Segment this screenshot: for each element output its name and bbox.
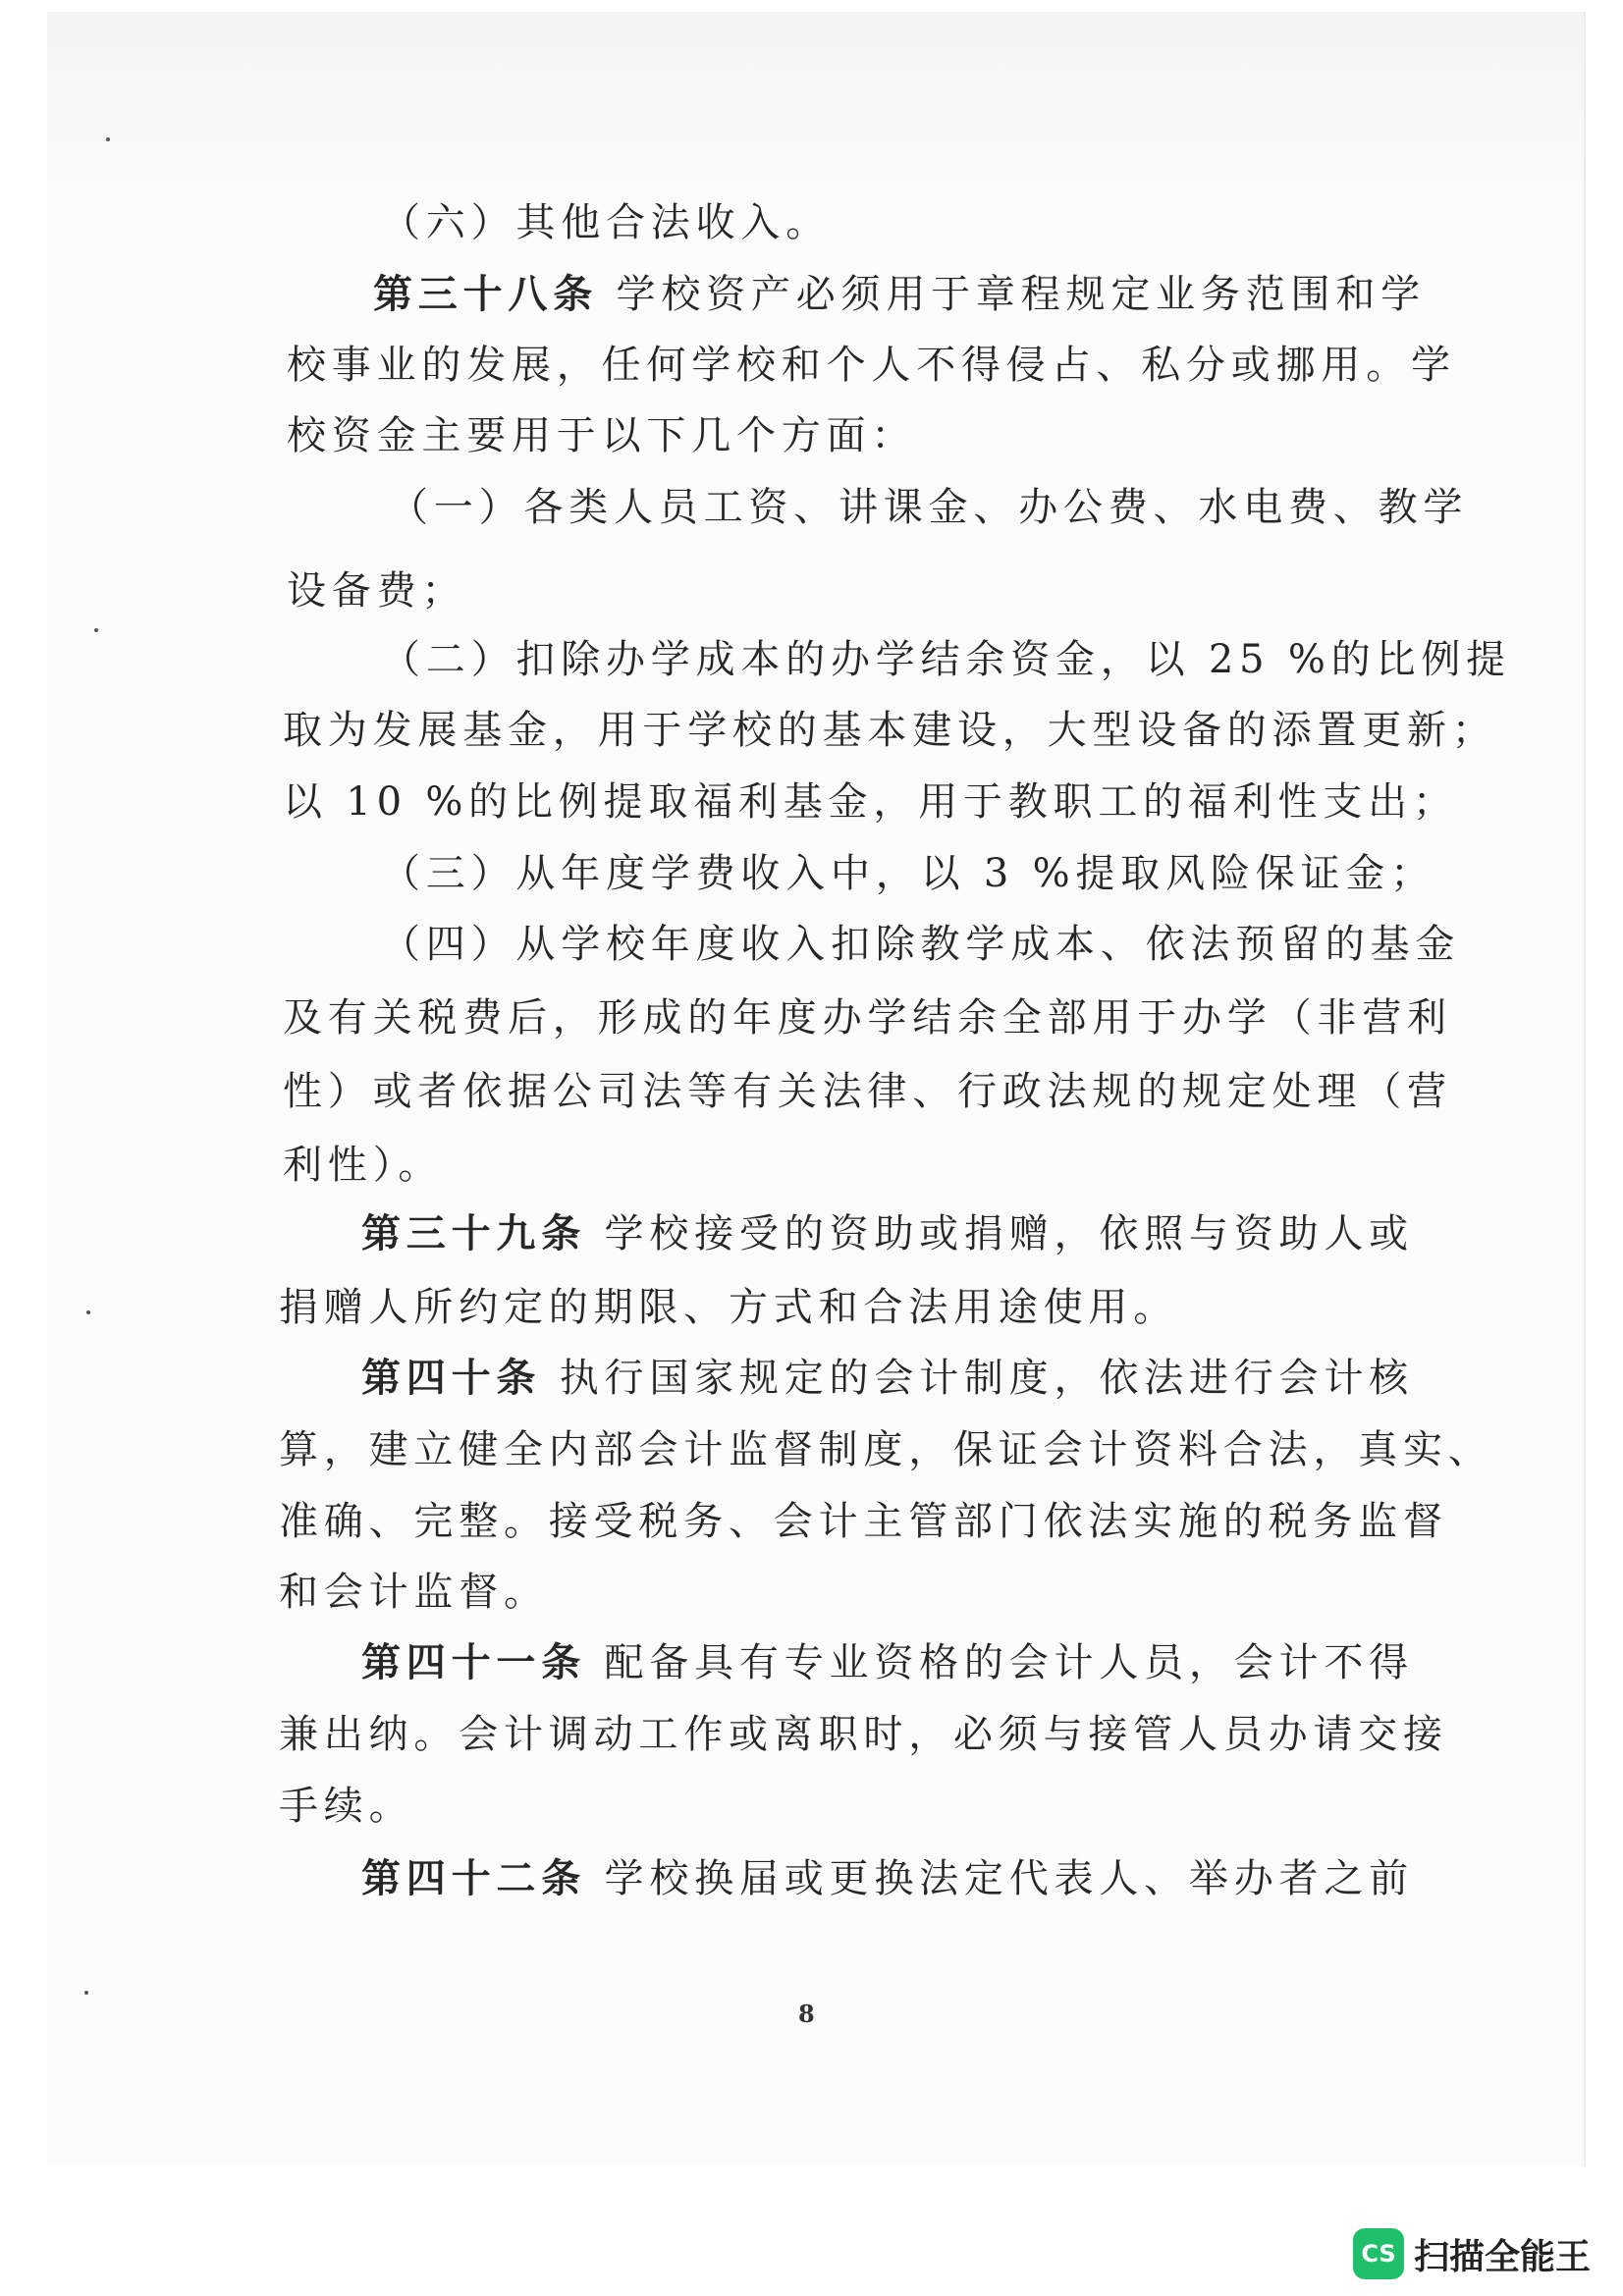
- line-text: 取为发展基金，用于学校的基本建设，大型设备的添置更新；: [283, 708, 1497, 753]
- scan-speck: [84, 1991, 88, 1995]
- line-text: （六）其他合法收入。: [381, 200, 831, 245]
- line-text: 设备费；: [287, 568, 467, 614]
- line-text: （二）扣除办学成本的办学结余资金，以 25 %的比例提: [381, 637, 1511, 682]
- document-line: [361, 1641, 1414, 1684]
- document-line: [283, 996, 1452, 1040]
- line-text: 学校资产必须用于章程规定业务范围和学: [598, 272, 1426, 317]
- line-text: （三）从年度学费收入中，以 3 %提取风险保证金；: [381, 851, 1435, 896]
- line-text: 学校换届或更换法定代表人、举办者之前: [586, 1856, 1414, 1901]
- document-line: [283, 1070, 1452, 1113]
- document-line: [361, 1357, 1414, 1400]
- line-text: （一）各类人员工资、讲课金、办公费、水电费、教学: [389, 485, 1469, 530]
- line-text: 算，建立健全内部会计监督制度，保证会计资料合法，真实、: [279, 1427, 1493, 1472]
- document-line: [279, 1785, 413, 1828]
- document-line: [381, 201, 831, 244]
- document-line: [361, 1212, 1414, 1255]
- line-text: 校资金主要用于以下几个方面：: [287, 413, 917, 458]
- line-text: 性）或者依据公司法等有关法律、行政法规的规定处理（营: [283, 1069, 1452, 1114]
- line-text: 及有关税费后，形成的年度办学结余全部用于办学（非营利: [283, 995, 1452, 1041]
- document-line: [283, 1144, 443, 1187]
- document-line: [279, 1571, 549, 1614]
- article-heading: 第四十一条: [361, 1639, 586, 1685]
- scan-speck: [106, 137, 110, 141]
- line-text: 以 10 %的比例提取福利基金，用于教职工的福利性支出；: [283, 779, 1458, 825]
- line-text: 兼出纳。会计调动工作或离职时，必须与接管人员办请交接: [279, 1712, 1448, 1757]
- line-text: 准确、完整。接受税务、会计主管部门依法实施的税务监督: [279, 1499, 1448, 1544]
- document-line: [283, 709, 1497, 752]
- scan-speck: [86, 1310, 90, 1314]
- document-line: [279, 1713, 1448, 1756]
- line-text: 捐赠人所约定的期限、方式和合法用途使用。: [279, 1285, 1178, 1330]
- document-line: [287, 569, 466, 613]
- line-text: 利性）。: [283, 1143, 444, 1188]
- line-text: 手续。: [279, 1784, 414, 1829]
- line-text: 学校接受的资助或捐赠，依照与资助人或: [586, 1211, 1414, 1256]
- page-number: 8: [798, 2000, 815, 2028]
- article-heading: 第三十九条: [361, 1210, 586, 1256]
- document-line: [389, 486, 1468, 529]
- watermark-app-name: 扫描全能王: [1414, 2236, 1592, 2277]
- scan-speck: [94, 628, 98, 632]
- document-line: [279, 1428, 1493, 1471]
- document-line: [279, 1500, 1448, 1543]
- document-line: [287, 414, 916, 457]
- scanner-watermark: [1353, 2228, 1591, 2279]
- document-line: [373, 273, 1426, 316]
- article-heading: 第四十条: [361, 1355, 542, 1401]
- document-line: [361, 1857, 1414, 1900]
- article-heading: 第四十二条: [361, 1855, 586, 1901]
- document-line: [381, 923, 1460, 966]
- camscanner-logo-icon: CS: [1353, 2228, 1404, 2279]
- line-text: （四）从学校年度收入扣除教学成本、依法预留的基金: [381, 922, 1461, 967]
- document-line: [381, 852, 1435, 895]
- line-text: 配备具有专业资格的会计人员，会计不得: [586, 1640, 1414, 1685]
- document-line: [283, 780, 1458, 824]
- line-text: 校事业的发展，任何学校和个人不得侵占、私分或挪用。学: [287, 343, 1456, 388]
- document-line: [287, 344, 1456, 387]
- scan-shadow: [47, 12, 1584, 188]
- article-heading: 第三十八条: [373, 271, 598, 317]
- line-text: 和会计监督。: [279, 1570, 549, 1615]
- document-line: [279, 1286, 1178, 1329]
- document-line: [381, 638, 1511, 681]
- line-text: 执行国家规定的会计制度，依法进行会计核: [541, 1356, 1414, 1401]
